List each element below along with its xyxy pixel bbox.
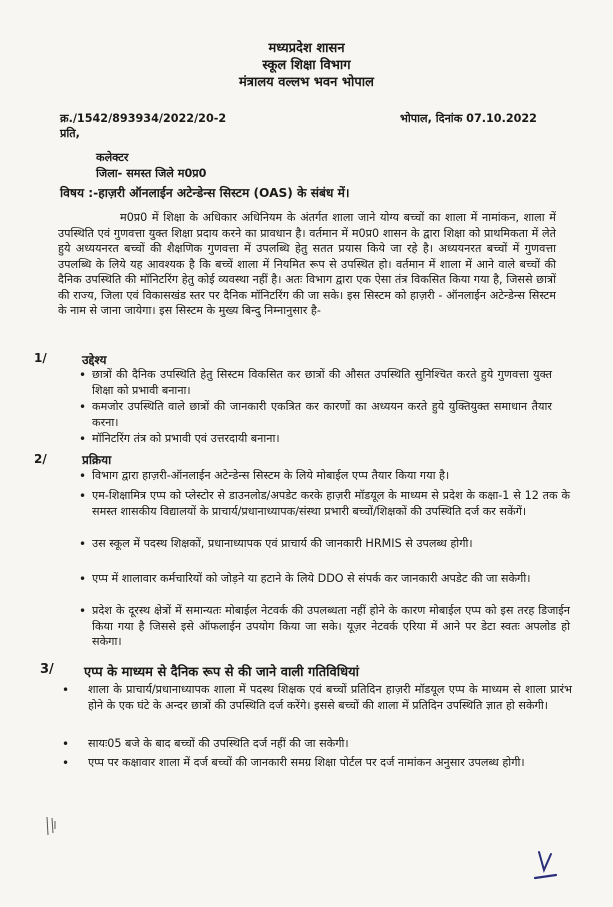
bullet-icon: • (79, 368, 87, 382)
section-3-item: सायः05 बजे के बाद बच्चों की उपस्थिति दर्ज नहीं की जा सकेगी। (88, 737, 349, 750)
intro-paragraph (58, 210, 556, 319)
intro-text: म0प्र0 में शिक्षा के अधिकार अधिनियम के अंतर्गत शाला जाने योग्य बच्चों का शाला में नामांकन, शाला में उपस्थिति एवं गुणवत्ता युक्त शिक्षा प्रदाय करने का प्रावधान है। वर्तमान में म0प्र0 शासन के द्वारा शिक्षा को प्राथमिकता में लेते हुये अध्ययनरत बच्चों की शैक्षणिक गुणवत्ता में उपलब्धि हेतु सतत प्रयास किये जा रहे है। अध्ययनरत बच्चों में गुणवत्ता उपलब्धि के लिये यह आवश्यक है कि बच्चें शाला में नियमित रूप से उपस्थित हो। वर्तमान में शाला में आने वाले बच्चों की दैनिक उपस्थिति की मॉनिटरिंग हेतु कोई व्यवस्था नहीं है। अतः विभाग द्वारा एक ऐसा तंत्र विकसित किया गया है, जिससे छात्रों की राज्य, जिला एवं विकासखंड स्तर पर दैनिक मॉनिटरिंग की जा सके। इस सिस्टम को हाज़री - ऑनलाईन अटेन्डेन्स सिस्टम के नाम से जाना जायेगा। इस सिस्टम के मुख्य बिन्दु निम्नानुसार है- (58, 211, 556, 317)
header-line-address: मंत्रालय वल्लभ भवन भोपाल (239, 75, 374, 90)
bullet-icon: • (79, 489, 87, 503)
section-2-item: विभाग द्वारा हाज़री-ऑनलाईन अटेन्डेन्स सिस्टम के लिये मोबाईल एप्प तैयार किया गया है। (92, 469, 450, 482)
section-2-title: प्रक्रिया (82, 453, 112, 467)
header-line-dept: स्कूल शिक्षा विभाग (262, 58, 351, 73)
section-1-item: छात्रों की दैनिक उपस्थिति हेतु सिस्टम विकसित कर छात्रों की औसत उपस्थिति सुनिश्चित करते हुये गुणवत्ता युक्त शिक्षा को प्रभावी बनाना। (92, 368, 552, 397)
section-1-title: उद्देश्य (82, 353, 107, 367)
prati-label: प्रति, (60, 127, 80, 140)
addressee-district: जिला- समस्त जिले म0प्र0 (96, 167, 207, 180)
bullet-icon: • (62, 737, 70, 751)
section-1-item: कमजोर उपस्थिति वाले छात्रों की जानकारी एकत्रित कर कारणों का अध्ययन करते हुये युक्तियुक्त समाधान तैयार करना। (92, 400, 552, 429)
bullet-icon: • (79, 432, 87, 446)
section-2-item: एप्प में शालावार कर्मचारियों को जोड़ने या हटाने के लिये DDO से संपर्क कर जानकारी अपडेट की जा सकेगी। (92, 572, 531, 585)
section-1-item: मॉनिटरिंग तंत्र को प्रभावी एवं उत्तरदायी बनाना। (92, 432, 280, 445)
bullet-icon: • (62, 683, 70, 697)
section-3-number: 3/ (40, 662, 54, 677)
bullet-icon: • (79, 572, 87, 586)
bullet-icon: • (79, 537, 87, 551)
ink-mark-icon (44, 815, 58, 837)
section-2-item: प्रदेश के दूरस्थ क्षेत्रों में समान्यतः मोबाईल नेटवर्क की उपलब्धता नहीं होने के कारण मोबाईल एप्प को इस तरह डिजाईन किया गया है जिससे इसे ऑफलाईन उपयोग किया जा सके। यूज़र नेटवर्क एरिया में आने पर डेटा स्वतः अपलोड हो सकेगा। (92, 604, 570, 648)
bullet-icon: • (62, 756, 70, 770)
section-2-item: एम-शिक्षामित्र एप्प को प्लेस्टोर से डाउनलोड/अपडेट करके हाज़री मॉडयूल के माध्यम से प्रदेश के कक्षा-1 से 12 तक के समस्त शासकीय विद्यालयों के प्राचार्य/प्रधानाध्यापक/संस्था प्रभारी बच्चों/शिक्षकों की उपस्थिति दर्ज कर सकेंगें। (92, 489, 570, 518)
subject-line: विषय :-हाज़री ऑनलाईन अटेन्डेन्स सिस्टम (OAS) के संबंध में। (60, 186, 350, 200)
header-line-govt: मध्यप्रदेश शासन (268, 41, 345, 56)
section-3-title: एप्प के माध्यम से दैनिक रूप से की जाने वाली गतिविधियां (84, 665, 360, 680)
reference-number: क्र./1542/893934/2022/20-2 (60, 112, 227, 125)
place-date: भोपाल, दिनांक 07.10.2022 (400, 112, 537, 125)
handwritten-page-mark-icon (530, 848, 560, 888)
bullet-icon: • (79, 604, 87, 618)
bullet-icon: • (79, 400, 87, 414)
section-1-number: 1/ (34, 351, 47, 365)
addressee: कलेक्टर (96, 151, 129, 164)
section-3-item: एप्प पर कक्षावार शाला में दर्ज बच्चों की जानकारी समग्र शिक्षा पोर्टल पर दर्ज नामांकन अनुसार उपलब्ध होगी। (88, 756, 525, 769)
section-2-item: उस स्कूल में पदस्थ शिक्षकों, प्रधानाध्यापक एवं प्राचार्य की जानकारी HRMIS से उपलब्ध होगी। (92, 537, 473, 550)
section-3-item: शाला के प्राचार्य/प्रधानाध्यापक शाला में पदस्थ शिक्षक एवं बच्चों प्रतिदिन हाज़री मॉडयूल एप्प के माध्यम से शाला प्रारंभ होने के एक घंटे के अन्दर छात्रों की उपस्थिति दर्ज करेंगे। इससे बच्चों की शाला में प्रतिदिन उपस्थिति ज्ञात हो सकेगी। (88, 683, 572, 712)
section-2-number: 2/ (34, 452, 47, 466)
bullet-icon: • (79, 469, 87, 483)
